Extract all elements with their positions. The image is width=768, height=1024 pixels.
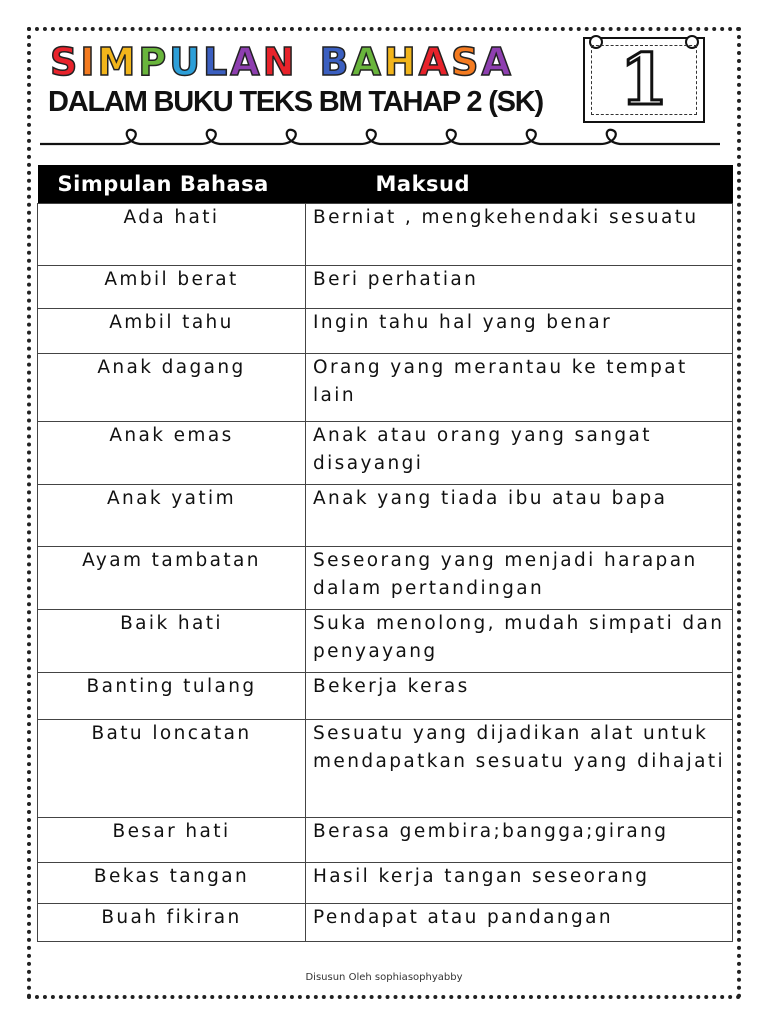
idiom-meaning: Seseorang yang menjadi harapan dalam pertandingan — [306, 547, 733, 610]
idiom-table — [37, 165, 733, 942]
table-row — [38, 354, 733, 422]
author-credit: Disusun Oleh sophiasophyabby — [305, 972, 463, 983]
title-letter: I — [80, 40, 98, 84]
title-letter: L — [203, 40, 231, 84]
idiom-term: Anak dagang — [38, 354, 306, 422]
title-letter: A — [418, 40, 452, 84]
title-letter: M — [97, 40, 139, 84]
idiom-meaning: Anak atau orang yang sangat disayangi — [306, 422, 733, 485]
table-header-row — [38, 165, 733, 204]
table-row — [38, 720, 733, 818]
idiom-term: Besar hati — [38, 818, 306, 863]
chapter-number-card — [583, 37, 705, 123]
idiom-term: Baik hati — [38, 610, 306, 673]
title-letter: S — [50, 40, 81, 84]
idiom-term: Ambil berat — [38, 266, 306, 309]
table-row — [38, 547, 733, 610]
title-letter: A — [481, 40, 514, 84]
table-row — [38, 485, 733, 547]
table-row — [38, 863, 733, 904]
idiom-meaning: Bekerja keras — [306, 673, 733, 720]
column-header-meaning: Maksud — [306, 165, 733, 204]
column-header-term: Simpulan Bahasa — [38, 165, 306, 204]
table-row — [38, 309, 733, 354]
table-row — [38, 204, 733, 266]
idiom-meaning: Hasil kerja tangan seseorang — [306, 863, 733, 904]
idiom-term: Anak yatim — [38, 485, 306, 547]
idiom-term: Banting tulang — [38, 673, 306, 720]
table-row — [38, 422, 733, 485]
loop-divider — [40, 124, 720, 154]
idiom-meaning: Sesuatu yang dijadikan alat untuk mendapatkan sesuatu yang dihajati — [306, 720, 733, 818]
idiom-meaning: Suka menolong, mudah simpati dan penyayang — [306, 610, 733, 673]
title-letter: N — [262, 40, 298, 84]
idiom-term: Anak emas — [38, 422, 306, 485]
idiom-meaning: Ingin tahu hal yang benar — [306, 309, 733, 354]
idiom-term: Ambil tahu — [38, 309, 306, 354]
table-row — [38, 610, 733, 673]
title-letter: A — [230, 40, 263, 84]
title-letter: B — [319, 40, 352, 84]
idiom-meaning: Anak yang tiada ibu atau bapa — [306, 485, 733, 547]
idiom-term: Batu loncatan — [38, 720, 306, 818]
idiom-meaning: Berniat , mengkehendaki sesuatu — [306, 204, 733, 266]
page-subtitle: DALAM BUKU TEKS BM TAHAP 2 (SK) — [48, 86, 543, 118]
idiom-meaning: Berasa gembira;bangga;girang — [306, 818, 733, 863]
title-letter: U — [169, 40, 204, 84]
page-title — [50, 40, 514, 84]
title-letter: A — [351, 40, 384, 84]
idiom-meaning: Beri perhatian — [306, 266, 733, 309]
idiom-term: Bekas tangan — [38, 863, 306, 904]
title-letter: P — [138, 40, 170, 84]
table-row — [38, 673, 733, 720]
idiom-term: Buah fikiran — [38, 904, 306, 942]
idiom-meaning: Orang yang merantau ke tempat lain — [306, 354, 733, 422]
title-letter: S — [451, 40, 482, 84]
table-row — [38, 818, 733, 863]
idiom-term: Ayam tambatan — [38, 547, 306, 610]
chapter-number: 1 — [619, 38, 669, 121]
table-row — [38, 904, 733, 942]
table-row — [38, 266, 733, 309]
idiom-term: Ada hati — [38, 204, 306, 266]
idiom-meaning: Pendapat atau pandangan — [306, 904, 733, 942]
title-letter: H — [383, 40, 419, 84]
